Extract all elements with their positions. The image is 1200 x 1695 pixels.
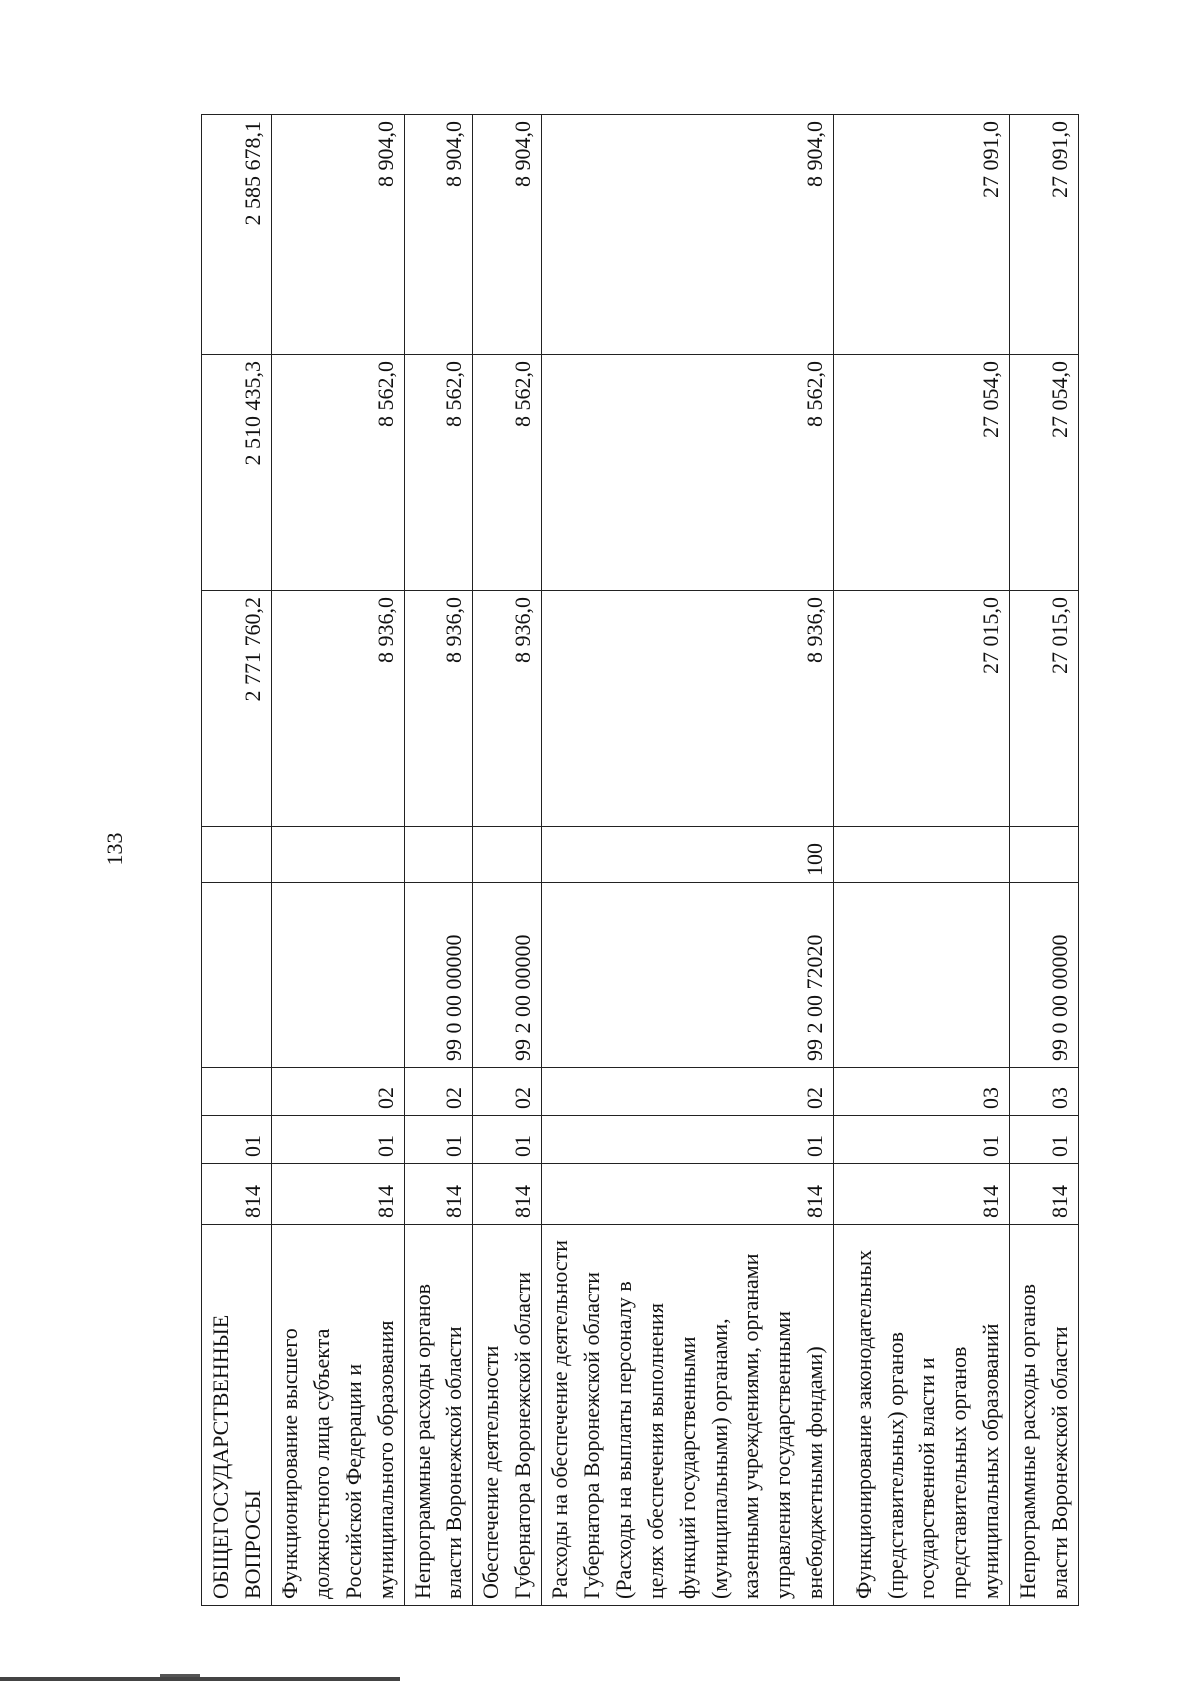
row-year2: 8 562,0 bbox=[542, 355, 834, 591]
table-row bbox=[834, 115, 1010, 1606]
table-row bbox=[272, 115, 405, 1606]
row-grbs: 814 bbox=[542, 1164, 834, 1225]
row-rz: 01 bbox=[202, 1116, 272, 1164]
row-vr bbox=[404, 827, 473, 883]
table-row bbox=[1010, 115, 1079, 1606]
row-grbs: 814 bbox=[834, 1164, 1010, 1225]
row-vr bbox=[834, 827, 1010, 883]
row-rz: 01 bbox=[473, 1116, 542, 1164]
row-year2: 8 562,0 bbox=[404, 355, 473, 591]
row-grbs: 814 bbox=[473, 1164, 542, 1225]
row-csr bbox=[834, 883, 1010, 1068]
row-year3: 8 904,0 bbox=[473, 115, 542, 355]
row-csr bbox=[202, 883, 272, 1068]
page-number: 133 bbox=[102, 832, 127, 866]
row-year1: 27 015,0 bbox=[834, 591, 1010, 827]
row-year3: 2 585 678,1 bbox=[202, 115, 272, 355]
row-vr: 100 bbox=[542, 827, 834, 883]
row-year3: 8 904,0 bbox=[404, 115, 473, 355]
row-year3: 27 091,0 bbox=[834, 115, 1010, 355]
row-name: Расходы на обеспечение деятельности Губернатора Воронежской области (Расходы на выплаты персоналу в целях обеспечения выполнения функций государственными (муниципальными) органами, казенными учреждениями, органами управления государственными внебюджетными фондами) bbox=[542, 1225, 834, 1606]
row-year1: 8 936,0 bbox=[542, 591, 834, 827]
row-grbs: 814 bbox=[202, 1164, 272, 1225]
row-name: ОБЩЕГОСУДАРСТВЕННЫЕ ВОПРОСЫ bbox=[202, 1225, 272, 1606]
row-year2: 27 054,0 bbox=[1010, 355, 1079, 591]
row-rz: 01 bbox=[272, 1116, 405, 1164]
budget-table bbox=[201, 114, 1079, 1606]
row-rz: 01 bbox=[404, 1116, 473, 1164]
table-row bbox=[202, 115, 272, 1606]
row-vr bbox=[473, 827, 542, 883]
row-csr: 99 2 00 72020 bbox=[542, 883, 834, 1068]
row-grbs: 814 bbox=[272, 1164, 405, 1225]
row-csr bbox=[272, 883, 405, 1068]
row-vr bbox=[272, 827, 405, 883]
row-year3: 27 091,0 bbox=[1010, 115, 1079, 355]
row-pr: 03 bbox=[1010, 1068, 1079, 1116]
budget-table-rotated bbox=[201, 115, 1073, 1606]
row-csr: 99 2 00 00000 bbox=[473, 883, 542, 1068]
row-year3: 8 904,0 bbox=[272, 115, 405, 355]
row-name: Функционирование законодательных (представительных) органов государственной власти и представительных органов муниципальных образований bbox=[834, 1225, 1010, 1606]
row-year1: 8 936,0 bbox=[404, 591, 473, 827]
row-rz: 01 bbox=[1010, 1116, 1079, 1164]
row-csr: 99 0 00 00000 bbox=[404, 883, 473, 1068]
row-year1: 2 771 760,2 bbox=[202, 591, 272, 827]
row-name: Непрограммные расходы органов власти Воронежской области bbox=[1010, 1225, 1079, 1606]
row-year1: 8 936,0 bbox=[272, 591, 405, 827]
table-row bbox=[542, 115, 834, 1606]
row-rz: 01 bbox=[542, 1116, 834, 1164]
row-year3: 8 904,0 bbox=[542, 115, 834, 355]
row-rz: 01 bbox=[834, 1116, 1010, 1164]
row-grbs: 814 bbox=[404, 1164, 473, 1225]
row-pr bbox=[202, 1068, 272, 1116]
row-vr bbox=[202, 827, 272, 883]
table-row bbox=[473, 115, 542, 1606]
row-year2: 2 510 435,3 bbox=[202, 355, 272, 591]
row-year2: 27 054,0 bbox=[834, 355, 1010, 591]
row-pr: 02 bbox=[473, 1068, 542, 1116]
row-pr: 02 bbox=[272, 1068, 405, 1116]
row-pr: 02 bbox=[542, 1068, 834, 1116]
scan-artifact-line bbox=[0, 1677, 400, 1681]
row-pr: 03 bbox=[834, 1068, 1010, 1116]
row-name: Непрограммные расходы органов власти Воронежской области bbox=[404, 1225, 473, 1606]
table-row bbox=[404, 115, 473, 1606]
row-year2: 8 562,0 bbox=[473, 355, 542, 591]
row-vr bbox=[1010, 827, 1079, 883]
row-year1: 8 936,0 bbox=[473, 591, 542, 827]
row-year2: 8 562,0 bbox=[272, 355, 405, 591]
row-pr: 02 bbox=[404, 1068, 473, 1116]
row-name: Функционирование высшего должностного лица субъекта Российской Федерации и муниципального образования bbox=[272, 1225, 405, 1606]
row-year1: 27 015,0 bbox=[1010, 591, 1079, 827]
scan-artifact-mark bbox=[160, 1674, 200, 1677]
row-name: Обеспечение деятельности Губернатора Воронежской области bbox=[473, 1225, 542, 1606]
row-grbs: 814 bbox=[1010, 1164, 1079, 1225]
row-csr: 99 0 00 00000 bbox=[1010, 883, 1079, 1068]
